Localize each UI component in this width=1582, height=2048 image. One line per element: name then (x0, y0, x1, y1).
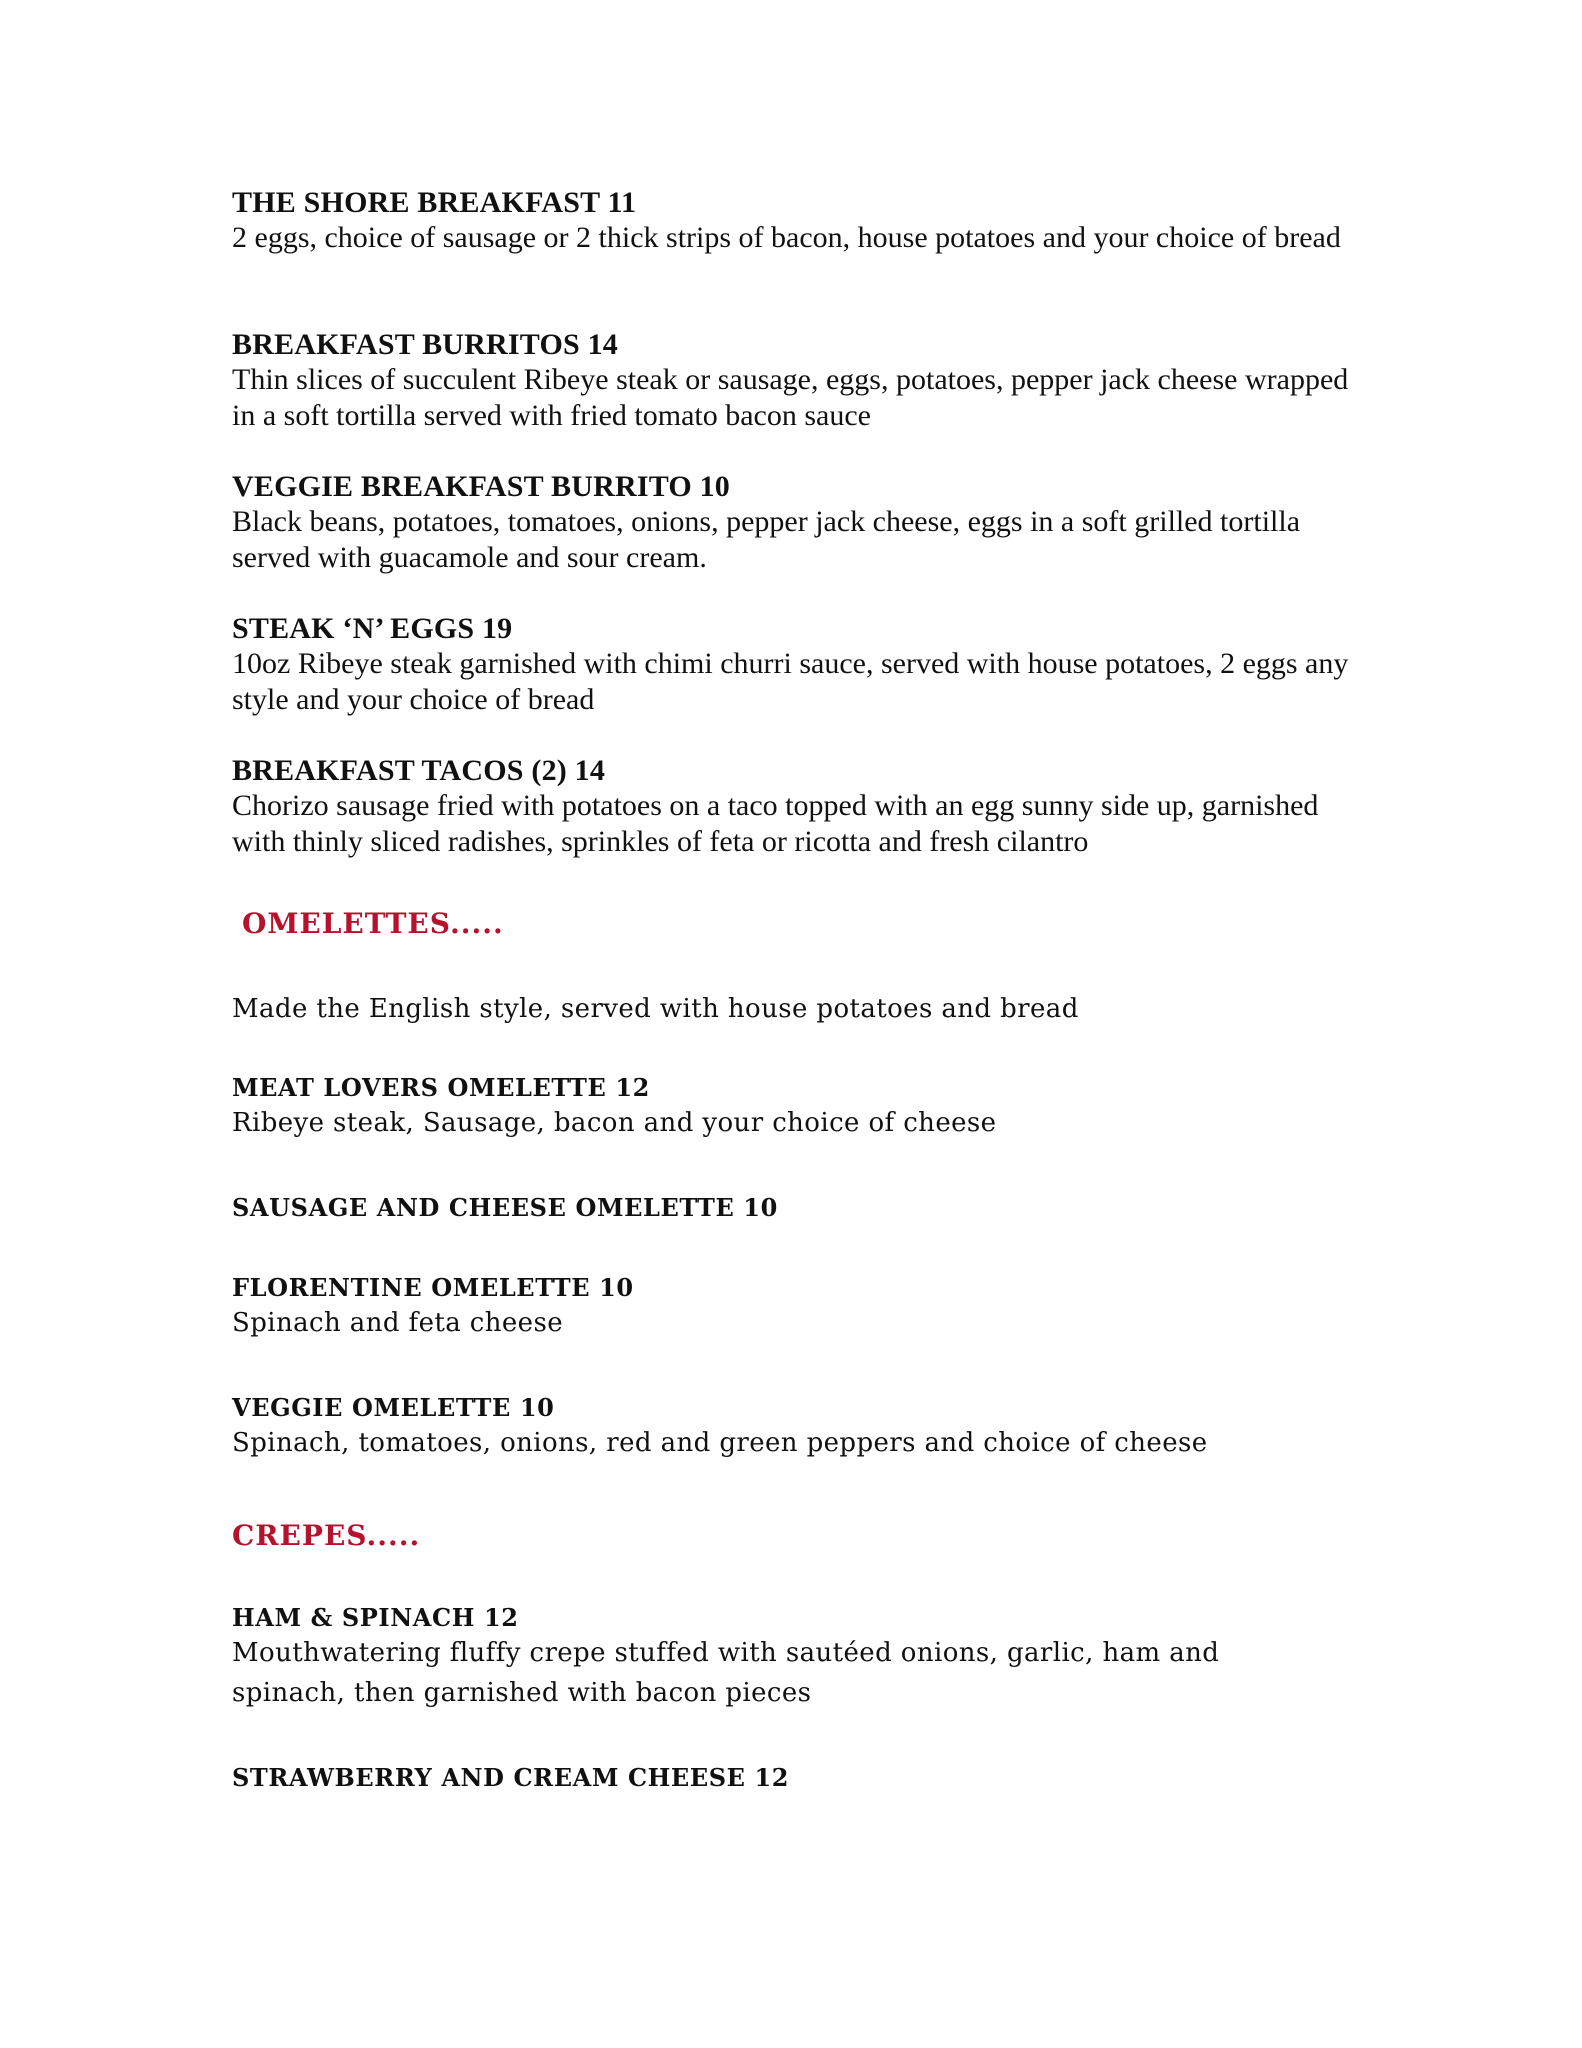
menu-item-sausage-cheese-omelette (232, 1193, 1372, 1223)
menu-item-title: MEAT LOVERS OMELETTE 12 (232, 1073, 650, 1102)
menu-item-breakfast-burritos (232, 328, 1372, 434)
menu-item-title: VEGGIE OMELETTE 10 (232, 1393, 555, 1422)
menu-item-description: Mouthwatering fluffy crepe stuffed with sautéed onions, garlic, ham and spinach, then garnished with bacon pieces (232, 1638, 1220, 1708)
menu-item-veggie-omelette (232, 1393, 1372, 1463)
menu-item-description: Spinach, tomatoes, onions, red and green peppers and choice of cheese (232, 1428, 1208, 1458)
menu-item-meat-lovers-omelette (232, 1073, 1372, 1143)
menu-item-title: STEAK ‘N’ EGGS 19 (232, 612, 513, 645)
menu-item-title: VEGGIE BREAKFAST BURRITO 10 (232, 470, 731, 503)
menu-item-title: STRAWBERRY AND CREAM CHEESE 12 (232, 1763, 790, 1792)
menu-item-description: 2 eggs, choice of sausage or 2 thick strips of bacon, house potatoes and your choice of bread (232, 221, 1341, 254)
menu-item-title: FLORENTINE OMELETTE 10 (232, 1273, 634, 1302)
menu-item-description: Thin slices of succulent Ribeye steak or sausage, eggs, potatoes, pepper jack cheese wrapped in a soft tortilla served with fried tomato bacon sauce (232, 363, 1349, 432)
omelettes-intro: Made the English style, served with house potatoes and bread (232, 994, 1079, 1024)
menu-item-description: Ribeye steak, Sausage, bacon and your choice of cheese (232, 1108, 997, 1138)
menu-item-florentine-omelette (232, 1273, 1372, 1343)
menu-item-breakfast-tacos (232, 754, 1372, 860)
menu-item-ham-spinach (232, 1603, 1292, 1713)
menu-item-strawberry-cream-cheese (232, 1763, 1372, 1793)
section-heading-omelettes: OMELETTES..... (242, 907, 504, 940)
menu-item-description: Spinach and feta cheese (232, 1308, 563, 1338)
menu-item-veggie-breakfast-burrito (232, 470, 1372, 576)
menu-item-description: Black beans, potatoes, tomatoes, onions, pepper jack cheese, eggs in a soft grilled tortilla served with guacamole and sour cream. (232, 505, 1301, 574)
menu-item-description: 10oz Ribeye steak garnished with chimi churri sauce, served with house potatoes, 2 eggs any style and your choice of bread (232, 647, 1349, 716)
menu-item-title: THE SHORE BREAKFAST 11 (232, 186, 637, 219)
menu-item-title: BREAKFAST TACOS (2) 14 (232, 754, 606, 787)
menu-item-description: Chorizo sausage fried with potatoes on a taco topped with an egg sunny side up, garnished with thinly sliced radishes, sprinkles of feta or ricotta and fresh cilantro (232, 789, 1319, 858)
menu-item-title: HAM & SPINACH 12 (232, 1603, 519, 1632)
menu-item-title: SAUSAGE AND CHEESE OMELETTE 10 (232, 1193, 778, 1222)
menu-item-steak-n-eggs (232, 612, 1372, 718)
menu-item-shore-breakfast (232, 186, 1372, 256)
section-heading-crepes: CREPES..... (232, 1519, 421, 1552)
menu-item-title: BREAKFAST BURRITOS 14 (232, 328, 618, 361)
